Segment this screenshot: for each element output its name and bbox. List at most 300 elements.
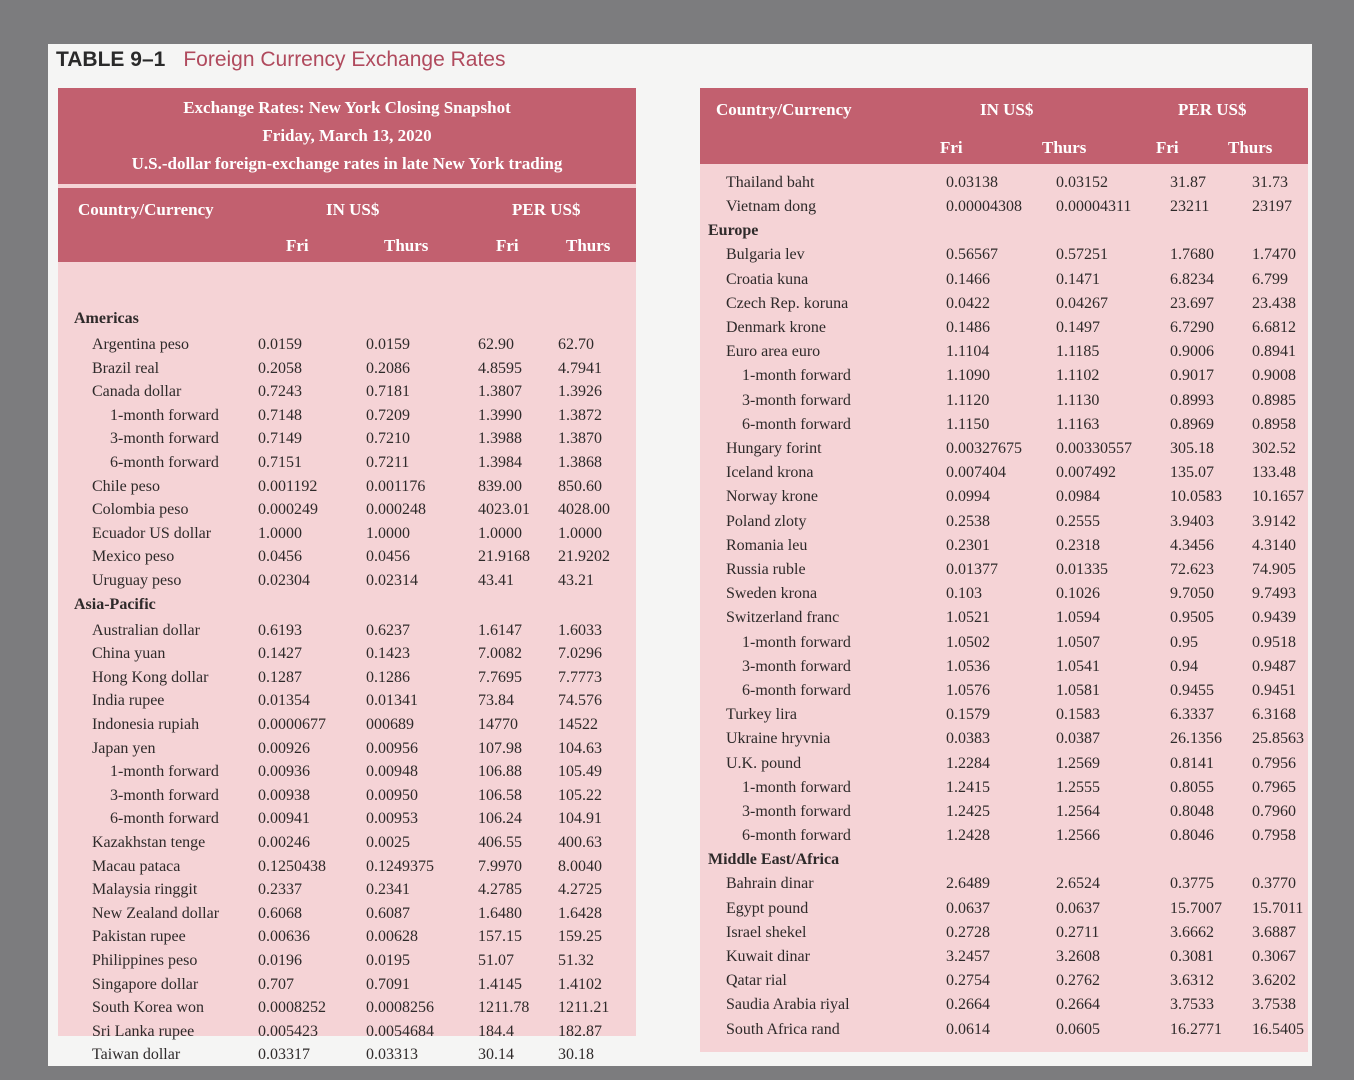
col-fri-per: Fri (1156, 138, 1179, 157)
per-us-thurs: 104.91 (558, 810, 602, 828)
table-row (58, 858, 636, 882)
table-row (700, 440, 1308, 464)
per-us-fri: 839.00 (478, 477, 522, 495)
per-us-thurs: 0.3067 (1252, 948, 1296, 965)
in-us-thurs: 1.2569 (1056, 754, 1100, 772)
table-row (700, 464, 1308, 488)
currency-name: 1-month forward (110, 406, 219, 424)
table-row (58, 952, 636, 976)
per-us-fri: 26.1356 (1170, 730, 1222, 748)
per-us-fri: 3.7533 (1170, 996, 1214, 1014)
right-table (700, 88, 1308, 1052)
per-us-fri: 7.0082 (478, 645, 522, 663)
currency-name: Kuwait dinar (726, 948, 810, 965)
in-us-fri: 0.00004308 (946, 198, 1022, 216)
in-us-fri: 0.01377 (946, 561, 998, 578)
in-us-thurs: 0.2711 (1056, 923, 1100, 941)
currency-name: New Zealand dollar (92, 904, 220, 922)
in-us-fri: 1.2415 (946, 778, 990, 796)
per-us-fri: 30.14 (478, 1046, 514, 1064)
currency-name: Hungary forint (726, 440, 822, 457)
per-us-thurs: 0.9518 (1252, 633, 1296, 651)
table-row (700, 875, 1308, 899)
table-row (58, 383, 636, 407)
table-row (58, 716, 636, 740)
table-row (700, 488, 1308, 512)
per-us-thurs: 104.63 (558, 739, 602, 757)
currency-name: Israel shekel (726, 923, 807, 941)
per-us-fri: 1.3990 (478, 406, 522, 424)
in-us-fri: 0.2301 (946, 536, 990, 554)
per-us-fri: 72.623 (1170, 561, 1214, 578)
currency-name: 3-month forward (742, 657, 851, 675)
table-row (58, 881, 636, 905)
in-us-fri: 0.00246 (258, 834, 310, 851)
group-heading: Asia-Pacific (74, 595, 156, 613)
per-us-thurs: 25.8563 (1252, 730, 1304, 748)
in-us-fri: 0.03138 (946, 174, 998, 191)
table-row (700, 900, 1308, 924)
in-us-thurs: 1.0507 (1056, 633, 1100, 651)
in-us-fri: 0.0383 (946, 730, 990, 748)
in-us-fri: 0.1427 (258, 645, 302, 663)
currency-name: Uruguay peso (92, 572, 182, 589)
per-us-fri: 1.6480 (478, 904, 522, 922)
in-us-thurs: 0.01341 (366, 692, 418, 710)
per-us-thurs: 4.3140 (1252, 536, 1296, 554)
currency-name: 1-month forward (742, 633, 851, 651)
per-us-thurs: 0.8985 (1252, 391, 1296, 409)
table-row (700, 367, 1308, 391)
per-us-thurs: 1.0000 (558, 524, 602, 542)
table-row (58, 692, 636, 716)
col-fri-per: Fri (496, 236, 519, 255)
in-us-thurs: 0.7211 (366, 454, 410, 471)
currency-name: Norway krone (726, 488, 818, 506)
per-us-thurs: 0.7960 (1252, 803, 1296, 820)
per-us-fri: 1.0000 (478, 524, 522, 542)
currency-name: 1-month forward (110, 763, 219, 781)
col-per-us: PER US$ (512, 200, 581, 219)
in-us-thurs: 1.2555 (1056, 778, 1100, 796)
in-us-fri: 0.707 (258, 975, 294, 993)
in-us-thurs: 0.0054684 (366, 1022, 434, 1040)
table-row (58, 407, 636, 431)
in-us-fri: 1.0502 (946, 633, 990, 651)
per-us-thurs: 0.9008 (1252, 367, 1296, 385)
in-us-thurs: 0.001176 (366, 477, 426, 495)
in-us-thurs: 0.03313 (366, 1046, 418, 1064)
per-us-fri: 6.8234 (1170, 270, 1214, 288)
in-us-thurs: 0.00953 (366, 810, 418, 828)
currency-name: South Africa rand (726, 1020, 840, 1038)
currency-name: 6-month forward (742, 827, 851, 845)
in-us-thurs: 0.00950 (366, 786, 418, 804)
in-us-thurs: 000689 (366, 716, 414, 733)
table-row (700, 392, 1308, 416)
table-row (58, 548, 636, 572)
in-us-fri: 0.1250438 (258, 857, 326, 875)
per-us-thurs: 8.0040 (558, 857, 602, 875)
table-row (700, 755, 1308, 779)
in-us-fri: 0.000249 (258, 501, 318, 519)
table-row (58, 905, 636, 929)
per-us-fri: 16.2771 (1170, 1020, 1222, 1038)
currency-name: Vietnam dong (726, 198, 817, 216)
in-us-fri: 1.1150 (946, 415, 990, 433)
per-us-thurs: 51.32 (558, 952, 594, 969)
per-us-thurs: 3.9142 (1252, 512, 1296, 530)
per-us-fri: 1.3984 (478, 454, 522, 471)
in-us-fri: 0.0637 (946, 899, 990, 917)
per-us-thurs: 3.7538 (1252, 996, 1296, 1014)
currency-name: 6-month forward (110, 454, 219, 471)
currency-name: Croatia kuna (726, 270, 809, 288)
per-us-thurs: 1.3926 (558, 383, 602, 401)
currency-name: Czech Rep. koruna (726, 294, 849, 312)
per-us-fri: 3.6312 (1170, 972, 1214, 990)
per-us-fri: 4023.01 (478, 501, 530, 519)
currency-name: Switzerland franc (726, 609, 840, 627)
currency-name: Iceland krona (726, 464, 814, 482)
per-us-fri: 0.9455 (1170, 682, 1214, 699)
in-us-fri: 0.0994 (946, 488, 990, 506)
per-us-thurs: 302.52 (1252, 440, 1296, 457)
in-us-thurs: 1.0541 (1056, 657, 1100, 675)
currency-name: Euro area euro (726, 343, 821, 361)
currency-name: Brazil real (92, 359, 160, 377)
in-us-fri: 0.007404 (946, 464, 1006, 482)
currency-name: Denmark krone (726, 319, 826, 336)
table-row (58, 740, 636, 764)
table-title: Foreign Currency Exchange Rates (183, 48, 506, 71)
per-us-thurs: 1211.21 (558, 999, 610, 1017)
right-column-headers (700, 88, 1308, 164)
group-heading: Americas (74, 310, 139, 327)
per-us-thurs: 0.9451 (1252, 682, 1296, 699)
currency-name: Singapore dollar (92, 975, 199, 993)
in-us-thurs: 0.0008256 (366, 999, 434, 1017)
in-us-thurs: 0.2762 (1056, 972, 1100, 990)
per-us-thurs: 159.25 (558, 928, 602, 946)
table-row (58, 763, 636, 787)
per-us-thurs: 0.9487 (1252, 657, 1296, 675)
currency-name: Qatar rial (726, 972, 787, 990)
in-us-thurs: 0.1471 (1056, 270, 1100, 288)
per-us-fri: 4.2785 (478, 881, 522, 899)
in-us-thurs: 0.0195 (366, 952, 410, 969)
table-row (700, 634, 1308, 658)
snapshot-header (58, 88, 636, 184)
per-us-fri: 135.07 (1170, 464, 1214, 482)
in-us-fri: 0.0196 (258, 952, 302, 969)
in-us-thurs: 3.2608 (1056, 948, 1100, 965)
table-row (700, 779, 1308, 803)
per-us-thurs: 6.799 (1252, 270, 1288, 288)
in-us-thurs: 0.0984 (1056, 488, 1100, 506)
in-us-fri: 0.0008252 (258, 999, 326, 1017)
currency-name: 1-month forward (742, 778, 851, 796)
currency-name: Ukraine hryvnia (726, 730, 831, 748)
col-country: Country/Currency (78, 200, 214, 219)
col-in-us: IN US$ (980, 100, 1034, 119)
per-us-fri: 3.9403 (1170, 512, 1214, 530)
per-us-thurs: 6.6812 (1252, 319, 1296, 336)
currency-name: 1-month forward (742, 367, 851, 385)
per-us-fri: 21.9168 (478, 548, 530, 566)
per-us-fri: 0.9505 (1170, 609, 1214, 627)
table-row (58, 360, 636, 384)
per-us-thurs: 23197 (1252, 198, 1292, 216)
table-row (700, 730, 1308, 754)
in-us-thurs: 0.7091 (366, 975, 410, 993)
per-us-thurs: 0.8941 (1252, 343, 1296, 361)
in-us-fri: 0.001192 (258, 477, 318, 495)
in-us-thurs: 0.0159 (366, 336, 410, 353)
table-row (700, 585, 1308, 609)
per-us-fri: 184.4 (478, 1022, 514, 1040)
currency-name: 6-month forward (742, 415, 851, 433)
in-us-thurs: 0.6237 (366, 621, 410, 639)
table-row (700, 924, 1308, 948)
table-row (58, 669, 636, 693)
currency-name: Bahrain dinar (726, 875, 814, 893)
in-us-fri: 1.0521 (946, 609, 990, 627)
in-us-fri: 0.2728 (946, 923, 990, 941)
table-number: TABLE 9–1 (56, 48, 166, 71)
col-fri: Fri (286, 236, 309, 255)
per-us-fri: 0.94 (1170, 657, 1198, 675)
per-us-fri: 10.0583 (1170, 488, 1222, 506)
per-us-fri: 0.8141 (1170, 754, 1214, 772)
in-us-thurs: 1.1130 (1056, 391, 1100, 409)
in-us-fri: 0.2337 (258, 881, 302, 899)
currency-name: Hong Kong dollar (92, 668, 209, 686)
table-row (700, 827, 1308, 851)
per-us-thurs: 1.3872 (558, 406, 602, 424)
in-us-thurs: 1.0581 (1056, 682, 1100, 699)
in-us-thurs: 0.1583 (1056, 706, 1100, 724)
in-us-thurs: 0.0025 (366, 834, 410, 851)
in-us-fri: 0.00938 (258, 786, 310, 804)
per-us-fri: 0.8048 (1170, 803, 1214, 820)
per-us-thurs: 15.7011 (1252, 899, 1304, 917)
in-us-fri: 0.2538 (946, 512, 990, 530)
in-us-thurs: 0.01335 (1056, 561, 1108, 578)
in-us-thurs: 0.00004311 (1056, 198, 1132, 216)
per-us-fri: 4.3456 (1170, 536, 1214, 554)
in-us-fri: 0.6193 (258, 621, 302, 639)
per-us-fri: 0.8046 (1170, 827, 1214, 845)
in-us-thurs: 0.2318 (1056, 536, 1100, 554)
table-row (700, 174, 1308, 198)
table-row (58, 454, 636, 478)
in-us-thurs: 0.00956 (366, 739, 418, 757)
in-us-fri: 0.0614 (946, 1020, 990, 1038)
in-us-thurs: 0.2555 (1056, 512, 1100, 530)
per-us-fri: 157.15 (478, 928, 522, 946)
in-us-fri: 0.2754 (946, 972, 990, 990)
per-us-thurs: 1.6033 (558, 621, 602, 639)
currency-name: Russia ruble (726, 561, 806, 578)
currency-name: South Korea won (92, 999, 204, 1017)
currency-name: 3-month forward (742, 391, 851, 409)
per-us-thurs: 21.9202 (558, 548, 610, 566)
per-us-thurs: 74.576 (558, 692, 602, 710)
per-us-thurs: 0.7958 (1252, 827, 1296, 845)
document-page (48, 44, 1312, 1066)
currency-name: Macau pataca (92, 857, 181, 875)
currency-name: U.K. pound (726, 754, 802, 772)
per-us-thurs: 9.7493 (1252, 585, 1296, 603)
in-us-thurs: 0.0456 (366, 548, 410, 566)
per-us-fri: 406.55 (478, 834, 522, 851)
per-us-thurs: 0.8958 (1252, 415, 1296, 433)
per-us-thurs: 10.1657 (1252, 488, 1304, 506)
table-row (58, 834, 636, 858)
per-us-fri: 6.7290 (1170, 319, 1214, 336)
in-us-thurs: 0.1286 (366, 668, 410, 686)
table-row (58, 430, 636, 454)
in-us-thurs: 0.1497 (1056, 319, 1100, 336)
in-us-thurs: 0.00330557 (1056, 440, 1132, 457)
in-us-thurs: 0.02314 (366, 572, 418, 589)
in-us-fri: 1.1104 (946, 343, 990, 361)
table-row (700, 996, 1308, 1020)
per-us-fri: 0.8993 (1170, 391, 1214, 409)
per-us-fri: 1.4145 (478, 975, 522, 993)
table-row (58, 572, 636, 596)
col-per-us: PER US$ (1178, 100, 1247, 119)
per-us-thurs: 3.6887 (1252, 923, 1296, 941)
currency-name: Japan yen (92, 739, 156, 757)
table-row (700, 246, 1308, 270)
per-us-thurs: 105.49 (558, 763, 602, 781)
per-us-fri: 73.84 (478, 692, 514, 710)
per-us-thurs: 4028.00 (558, 501, 610, 519)
per-us-fri: 14770 (478, 716, 518, 733)
col-fri: Fri (940, 138, 963, 157)
in-us-thurs: 0.7181 (366, 383, 410, 401)
per-us-thurs: 7.0296 (558, 645, 602, 663)
in-us-fri: 0.01354 (258, 692, 310, 710)
in-us-thurs: 0.2086 (366, 359, 410, 377)
in-us-thurs: 0.57251 (1056, 246, 1108, 264)
per-us-fri: 31.87 (1170, 174, 1206, 191)
col-thurs-per: Thurs (1228, 138, 1273, 157)
col-thurs-per: Thurs (566, 236, 611, 255)
currency-name: Ecuador US dollar (92, 524, 212, 542)
in-us-fri: 1.0000 (258, 524, 302, 542)
in-us-thurs: 1.1185 (1056, 343, 1100, 361)
in-us-thurs: 1.1102 (1056, 367, 1100, 385)
per-us-fri: 6.3337 (1170, 706, 1214, 724)
in-us-fri: 0.0159 (258, 336, 302, 353)
in-us-thurs: 1.2564 (1056, 803, 1100, 820)
per-us-fri: 0.9006 (1170, 343, 1214, 361)
table-row (700, 803, 1308, 827)
in-us-fri: 0.7149 (258, 430, 302, 448)
table-row (700, 295, 1308, 319)
per-us-thurs: 1.6428 (558, 904, 602, 922)
snapshot-title: Exchange Rates: New York Closing Snapshot (183, 98, 511, 117)
per-us-thurs: 23.438 (1252, 294, 1296, 312)
currency-name: 6-month forward (110, 810, 219, 828)
in-us-fri: 0.00936 (258, 763, 310, 781)
currency-name: 6-month forward (742, 682, 851, 699)
per-us-thurs: 43.21 (558, 572, 594, 589)
in-us-fri: 1.0536 (946, 657, 990, 675)
in-us-thurs: 1.0594 (1056, 609, 1100, 627)
per-us-thurs: 4.2725 (558, 881, 602, 899)
per-us-thurs: 30.18 (558, 1046, 594, 1064)
per-us-thurs: 4.7941 (558, 359, 602, 377)
per-us-fri: 3.6662 (1170, 923, 1214, 941)
left-table (58, 88, 636, 1064)
per-us-fri: 0.9017 (1170, 367, 1214, 385)
in-us-thurs: 2.6524 (1056, 875, 1100, 893)
currency-name: Kazakhstan tenge (92, 834, 206, 851)
in-us-thurs: 1.1163 (1056, 415, 1100, 433)
table-row (58, 525, 636, 549)
table-row (58, 928, 636, 952)
per-us-fri: 106.24 (478, 810, 522, 828)
currency-name: Sri Lanka rupee (92, 1022, 195, 1040)
table-row (700, 972, 1308, 996)
in-us-thurs: 1.2566 (1056, 827, 1100, 845)
in-us-fri: 1.1120 (946, 391, 990, 409)
in-us-fri: 1.2428 (946, 827, 990, 845)
in-us-fri: 0.03317 (258, 1046, 310, 1064)
per-us-thurs: 14522 (558, 716, 598, 733)
table-row (58, 1023, 636, 1047)
per-us-fri: 1.7680 (1170, 246, 1214, 264)
in-us-thurs: 0.04267 (1056, 294, 1108, 312)
per-us-thurs: 31.73 (1252, 174, 1288, 191)
currency-name: 3-month forward (110, 786, 219, 804)
currency-name: Saudia Arabia riyal (726, 996, 850, 1014)
group-heading: Middle East/Africa (708, 851, 840, 869)
in-us-thurs: 0.0637 (1056, 899, 1100, 917)
in-us-thurs: 0.0605 (1056, 1020, 1100, 1038)
per-us-fri: 0.95 (1170, 633, 1198, 651)
per-us-thurs: 400.63 (558, 834, 602, 851)
table-row (700, 537, 1308, 561)
currency-name: Canada dollar (92, 383, 182, 401)
per-us-fri: 107.98 (478, 739, 522, 757)
in-us-fri: 3.2457 (946, 948, 990, 965)
in-us-thurs: 0.6087 (366, 904, 410, 922)
in-us-fri: 0.1287 (258, 668, 302, 686)
table-row (700, 561, 1308, 585)
per-us-thurs: 850.60 (558, 477, 602, 495)
table-row (58, 1046, 636, 1070)
col-country: Country/Currency (716, 100, 852, 119)
in-us-fri: 0.1486 (946, 319, 990, 336)
snapshot-date: Friday, March 13, 2020 (262, 126, 432, 145)
per-us-fri: 1.6147 (478, 621, 522, 639)
per-us-fri: 0.8055 (1170, 778, 1214, 796)
col-thurs: Thurs (384, 236, 429, 255)
currency-name: Egypt pound (726, 899, 809, 917)
col-in-us: IN US$ (326, 200, 380, 219)
in-us-fri: 0.005423 (258, 1022, 318, 1040)
per-us-thurs: 105.22 (558, 786, 602, 804)
in-us-thurs: 0.7209 (366, 406, 410, 424)
in-us-thurs: 0.000248 (366, 501, 426, 519)
per-us-thurs: 1.7470 (1252, 246, 1296, 264)
currency-name: 3-month forward (110, 430, 219, 448)
